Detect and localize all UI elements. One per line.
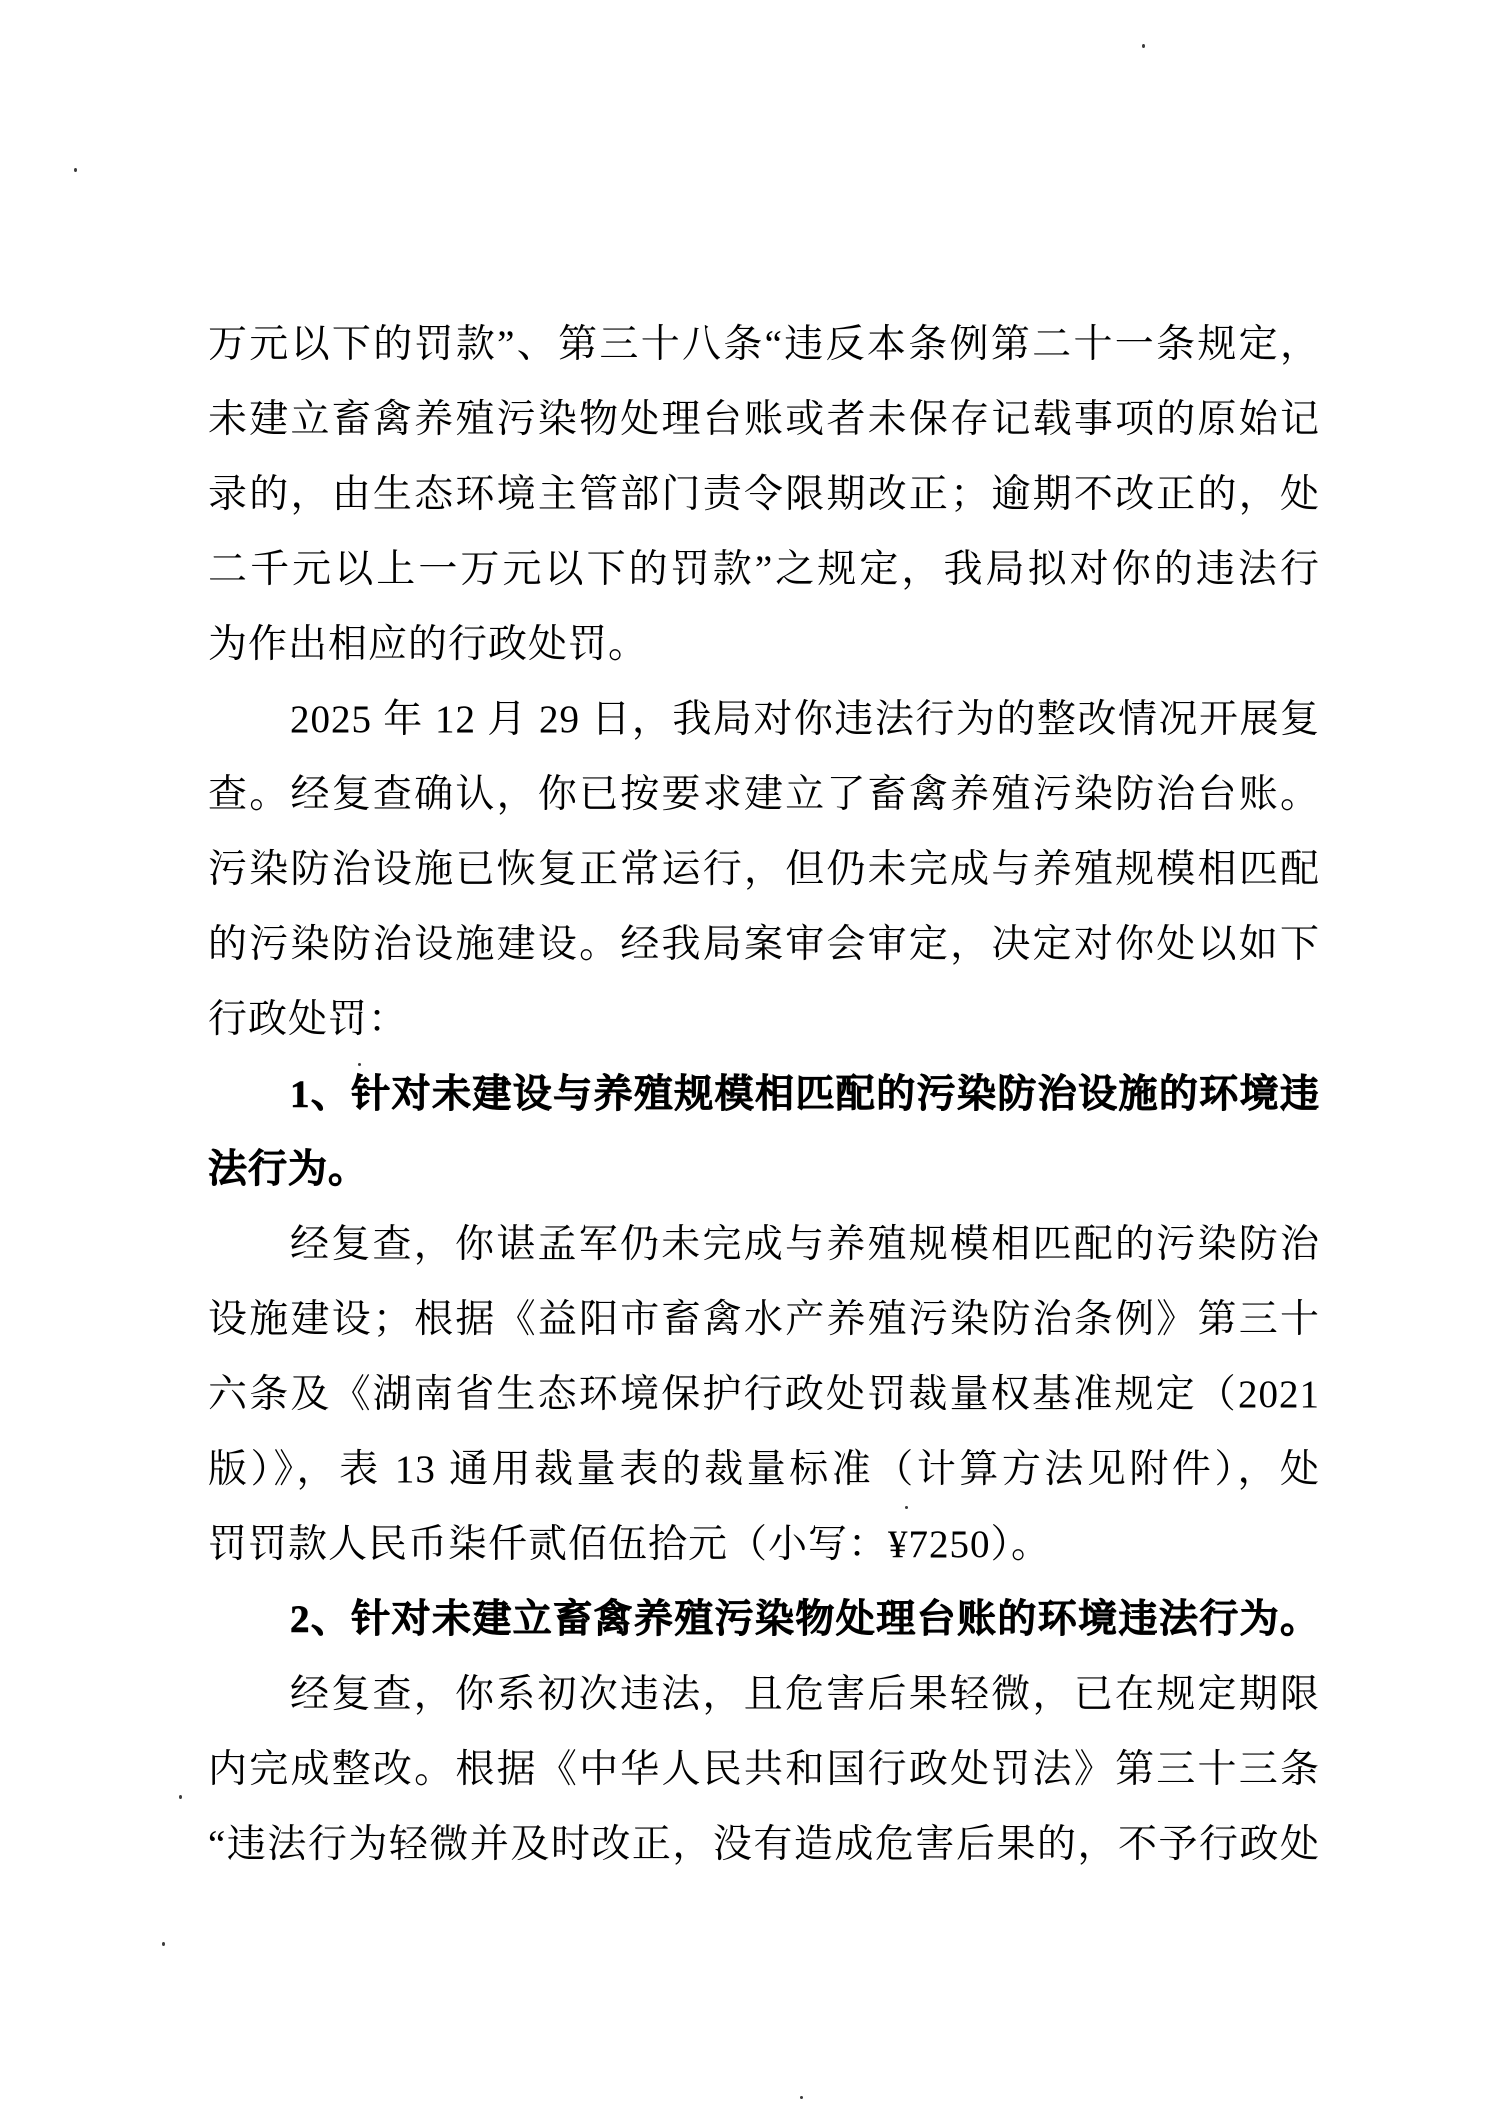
doc-line: 设施建设；根据《益阳市畜禽水产养殖污染防治条例》第三十 bbox=[208, 1298, 1320, 1341]
penalty-item-1-heading: 法行为。 bbox=[208, 1148, 369, 1191]
scan-speck bbox=[74, 168, 77, 172]
doc-line: 查。经复查确认，你已按要求建立了畜禽养殖污染防治台账。 bbox=[208, 773, 1320, 816]
doc-line: 经复查，你谌孟军仍未完成与养殖规模相匹配的污染防治 bbox=[290, 1223, 1320, 1266]
doc-line-fine-amount: 罚罚款人民币柒仟贰佰伍拾元（小写：¥7250）。 bbox=[208, 1523, 1052, 1566]
doc-line: 未建立畜禽养殖污染物处理台账或者未保存记载事项的原始记 bbox=[208, 398, 1320, 441]
doc-line: 为作出相应的行政处罚。 bbox=[208, 623, 649, 666]
scan-speck bbox=[905, 1506, 908, 1509]
document-body bbox=[208, 307, 1320, 1882]
doc-line: 万元以下的罚款”、第三十八条“违反本条例第二十一条规定， bbox=[208, 323, 1320, 366]
doc-line: 污染防治设施已恢复正常运行，但仍未完成与养殖规模相匹配 bbox=[208, 848, 1320, 891]
doc-line: 内完成整改。根据《中华人民共和国行政处罚法》第三十三条 bbox=[208, 1748, 1320, 1791]
doc-line: 录的，由生态环境主管部门责令限期改正；逾期不改正的，处 bbox=[208, 473, 1320, 516]
doc-line-review-date: 2025 年 12 月 29 日，我局对你违法行为的整改情况开展复 bbox=[290, 698, 1320, 741]
penalty-item-2-heading: 2、针对未建立畜禽养殖污染物处理台账的环境违法行为。 bbox=[290, 1598, 1320, 1641]
doc-line: 六条及《湖南省生态环境保护行政处罚裁量权基准规定（2021 bbox=[208, 1373, 1320, 1416]
penalty-item-1-heading: 1、针对未建设与养殖规模相匹配的污染防治设施的环境违 bbox=[290, 1073, 1320, 1116]
scan-speck bbox=[162, 1942, 165, 1946]
doc-line: 的污染防治设施建设。经我局案审会审定，决定对你处以如下 bbox=[208, 923, 1320, 966]
doc-line: 经复查，你系初次违法，且危害后果轻微，已在规定期限 bbox=[290, 1673, 1320, 1716]
scan-speck bbox=[179, 1795, 182, 1799]
scan-speck bbox=[800, 2096, 803, 2099]
scan-speck bbox=[358, 1063, 361, 1066]
doc-line: 行政处罚： bbox=[208, 998, 409, 1041]
doc-line: “违法行为轻微并及时改正，没有造成危害后果的，不予行政处 bbox=[208, 1823, 1320, 1866]
doc-line: 版）》，表 13 通用裁量表的裁量标准（计算方法见附件），处 bbox=[208, 1448, 1320, 1491]
doc-line: 二千元以上一万元以下的罚款”之规定，我局拟对你的违法行 bbox=[208, 548, 1320, 591]
scan-speck bbox=[1142, 44, 1145, 48]
